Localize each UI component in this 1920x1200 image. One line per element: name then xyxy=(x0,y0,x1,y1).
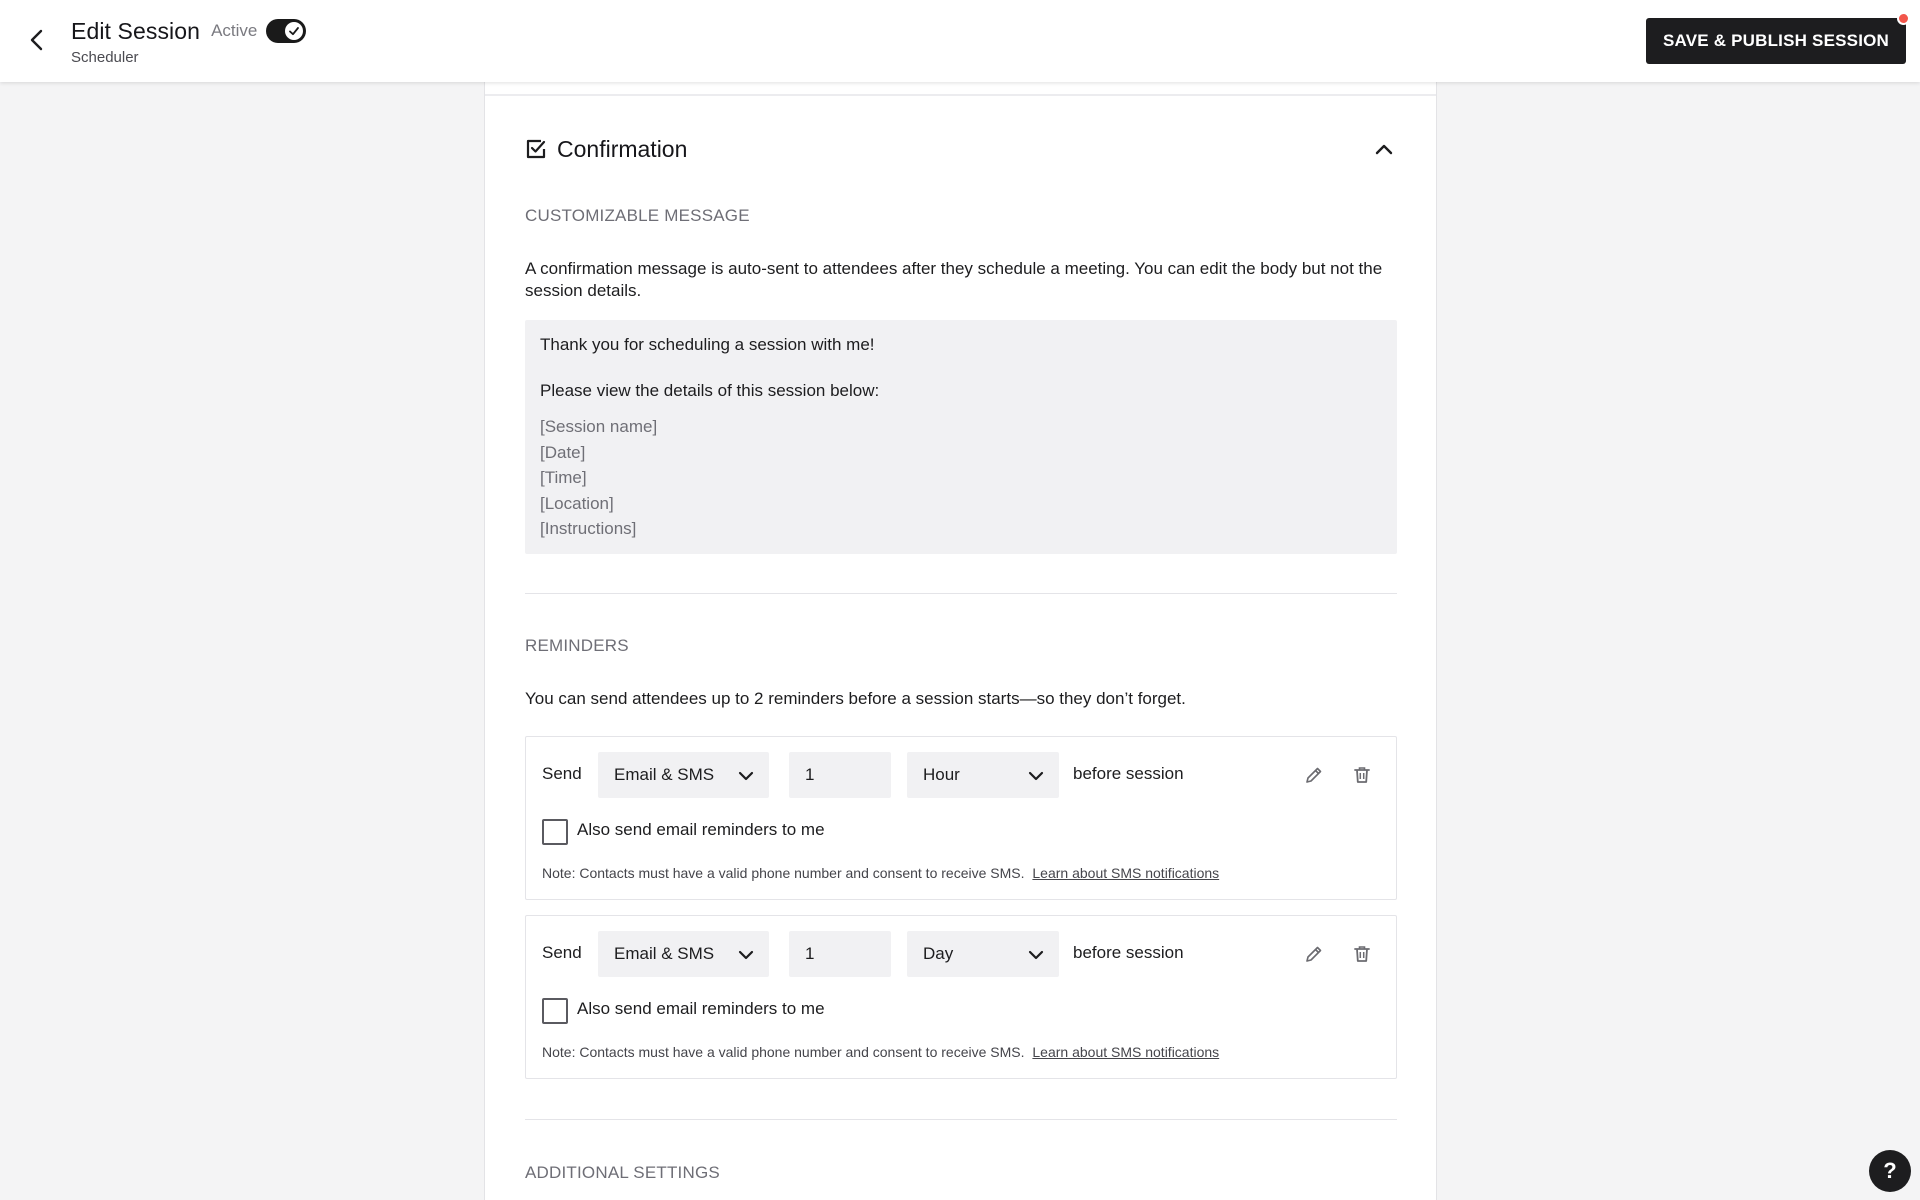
trash-icon xyxy=(1352,765,1372,785)
confirmation-message-box[interactable] xyxy=(525,320,1397,554)
sms-note-text: Note: Contacts must have a valid phone number and consent to receive SMS. xyxy=(542,865,1025,881)
placeholder-date: [Date] xyxy=(540,442,586,462)
notification-dot xyxy=(1897,12,1910,25)
chevron-up-icon xyxy=(1375,143,1393,155)
edit-reminder-button[interactable] xyxy=(1300,940,1328,968)
amount-input[interactable] xyxy=(789,752,891,798)
placeholder-time: [Time] xyxy=(540,468,587,487)
sms-note xyxy=(542,1044,1219,1060)
sms-learn-more-link[interactable]: Learn about SMS notifications xyxy=(1032,865,1220,881)
chevron-down-icon xyxy=(1027,767,1045,785)
edit-reminder-button[interactable] xyxy=(1300,761,1328,789)
channel-value: Email & SMS xyxy=(614,944,715,963)
confirmation-header xyxy=(525,132,1397,166)
placeholder-session-name: [Session name] xyxy=(540,417,658,436)
collapse-button[interactable] xyxy=(1371,136,1397,162)
reminder-row xyxy=(525,736,1397,900)
before-session-label: before session xyxy=(1073,943,1184,962)
unit-select[interactable] xyxy=(907,931,1059,977)
chevron-left-icon xyxy=(28,29,48,51)
help-button[interactable]: ? xyxy=(1869,1150,1911,1192)
sms-note xyxy=(542,865,1219,881)
confirmation-description: A confirmation message is auto-sent to attendees after they schedule a meeting. You can edit the body but not the session details. xyxy=(525,259,1383,300)
placeholder-instructions: [Instructions] xyxy=(540,519,637,538)
section-divider xyxy=(525,1119,1397,1120)
channel-value: Email & SMS xyxy=(614,765,715,784)
check-icon xyxy=(288,25,300,37)
message-line: Thank you for scheduling a session with me! xyxy=(540,335,875,354)
email-reminder-checkbox[interactable] xyxy=(542,819,568,845)
placeholder-location: [Location] xyxy=(540,493,614,513)
additional-settings-label: ADDITIONAL SETTINGS xyxy=(525,1163,720,1182)
title-group xyxy=(71,16,306,66)
email-reminder-checkbox[interactable] xyxy=(542,998,568,1024)
email-reminder-label: Also send email reminders to me xyxy=(577,999,825,1018)
before-session-label: before session xyxy=(1073,764,1184,783)
sms-note-text: Note: Contacts must have a valid phone number and consent to receive SMS. xyxy=(542,1044,1025,1060)
checkbox-checked-icon xyxy=(525,138,547,160)
session-details-placeholders xyxy=(540,414,1382,542)
delete-reminder-button[interactable] xyxy=(1348,761,1376,789)
section-title: Confirmation xyxy=(557,135,688,162)
card-divider xyxy=(485,94,1436,96)
section-divider xyxy=(525,593,1397,594)
channel-select[interactable] xyxy=(598,752,769,798)
chevron-down-icon xyxy=(1027,946,1045,964)
reminder-row xyxy=(525,915,1397,1079)
back-button[interactable] xyxy=(22,24,54,56)
send-label: Send xyxy=(542,764,582,783)
message-line: Please view the details of this session below: xyxy=(540,381,880,400)
unit-select[interactable] xyxy=(907,752,1059,798)
status-label: Active xyxy=(211,21,258,40)
send-label: Send xyxy=(542,943,582,962)
trash-icon xyxy=(1352,944,1372,964)
customizable-message-label: CUSTOMIZABLE MESSAGE xyxy=(525,206,750,225)
toggle-knob xyxy=(285,22,303,40)
sms-learn-more-link[interactable]: Learn about SMS notifications xyxy=(1032,1044,1220,1060)
email-reminder-label: Also send email reminders to me xyxy=(577,820,825,839)
active-toggle[interactable] xyxy=(266,19,306,43)
page-subtitle: Scheduler xyxy=(71,49,139,66)
save-publish-button[interactable]: SAVE & PUBLISH SESSION xyxy=(1646,18,1906,64)
session-card xyxy=(484,82,1437,1200)
reminders-description: You can send attendees up to 2 reminders before a session starts—so they don’t forget. xyxy=(525,689,1186,708)
pencil-icon xyxy=(1304,765,1324,785)
channel-select[interactable] xyxy=(598,931,769,977)
unit-value: Day xyxy=(923,944,954,963)
delete-reminder-button[interactable] xyxy=(1348,940,1376,968)
reminders-label: REMINDERS xyxy=(525,636,629,655)
chevron-down-icon xyxy=(737,767,755,785)
pencil-icon xyxy=(1304,944,1324,964)
amount-input[interactable] xyxy=(789,931,891,977)
top-bar xyxy=(0,0,1920,82)
unit-value: Hour xyxy=(923,765,960,784)
chevron-down-icon xyxy=(737,946,755,964)
page-title: Edit Session xyxy=(71,17,201,44)
